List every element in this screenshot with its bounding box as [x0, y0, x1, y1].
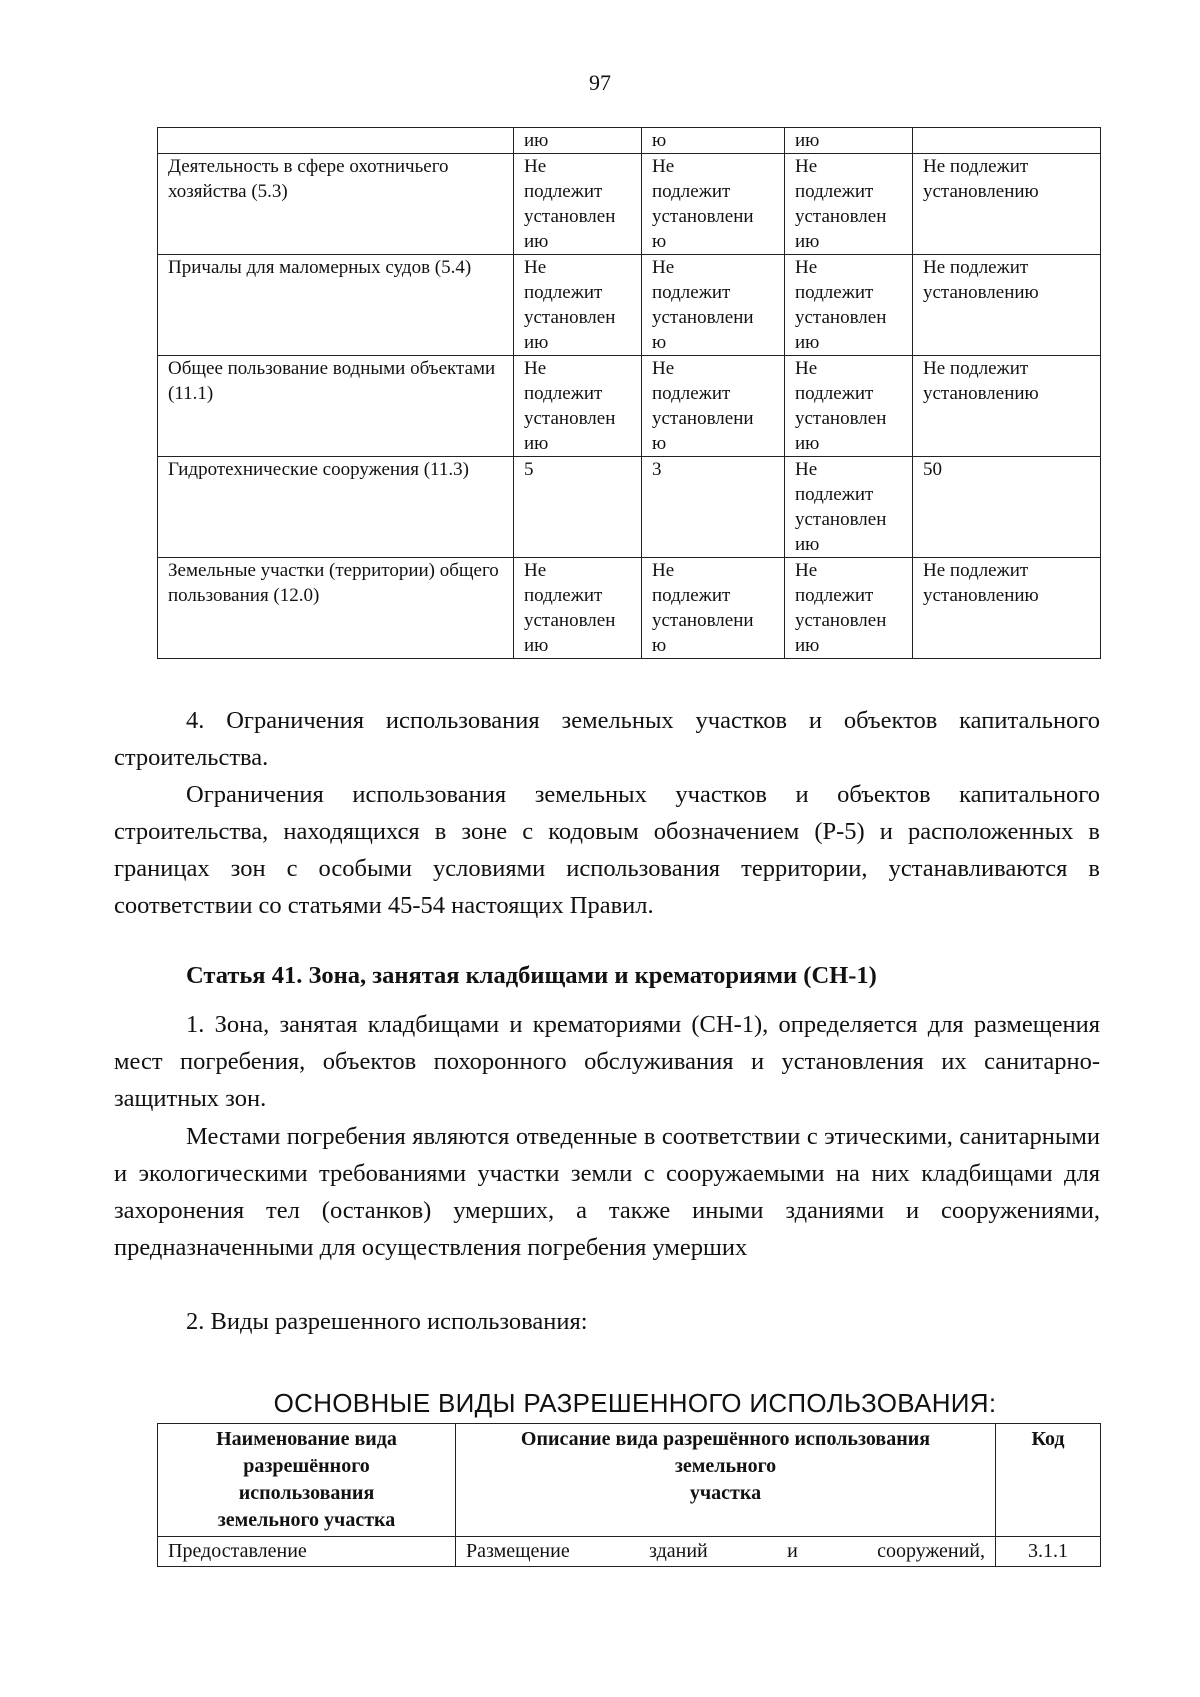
cell-value: Не подлежит установлен ию	[785, 356, 913, 457]
header-code: Код	[996, 1424, 1101, 1537]
table-row	[158, 457, 1101, 558]
paragraph-zone-purpose: 1. Зона, занятая кладбищами и крематориями (СН-1), определяется для размещения мест погребения, объектов похоронного обслуживания и установления их санитарно-защитных зон.	[114, 1011, 1100, 1112]
desc-word: и	[787, 1540, 798, 1562]
cell-use-name	[158, 128, 514, 154]
cell-value: Не подлежит установлению	[913, 255, 1101, 356]
cell-value: ию	[514, 128, 642, 154]
cell-value: ю	[642, 128, 785, 154]
cell-use-name: Общее пользование водными объектами (11.1)	[158, 356, 514, 457]
cell-value: Не подлежит установлению	[913, 356, 1101, 457]
cell-value: 3	[642, 457, 785, 558]
cell-value: ию	[785, 128, 913, 154]
cell-value: 5	[514, 457, 642, 558]
table-row	[158, 558, 1101, 659]
cell-value: Не подлежит установлени ю	[642, 558, 785, 659]
cell-use-name: Гидротехнические сооружения (11.3)	[158, 457, 514, 558]
header-description: Описание вида разрешённого использования земельного участка	[456, 1424, 996, 1537]
desc-word: сооружений,	[877, 1540, 985, 1562]
table-row	[158, 356, 1101, 457]
cell-value: Не подлежит установлен ию	[785, 255, 913, 356]
desc-word: Размещение	[466, 1540, 570, 1562]
cell-use-name: Земельные участки (территории) общего пользования (12.0)	[158, 558, 514, 659]
cell-value: Не подлежит установлени ю	[642, 154, 785, 255]
cell-use-name: Деятельность в сфере охотничьего хозяйства (5.3)	[158, 154, 514, 255]
cell-value: 50	[913, 457, 1101, 558]
article-heading: Статья 41. Зона, занятая кладбищами и крематориями (СН-1)	[186, 962, 877, 989]
cell-use-name: Причалы для маломерных судов (5.4)	[158, 255, 514, 356]
cell-value: Не подлежит установлен ию	[785, 457, 913, 558]
table-caption: ОСНОВНЫЕ ВИДЫ РАЗРЕШЕННОГО ИСПОЛЬЗОВАНИЯ:	[273, 1388, 997, 1418]
paragraph-restrictions-title: 4. Ограничения использования земельных участков и объектов капитального строительства.	[114, 707, 1100, 771]
cell-value: Не подлежит установлен ию	[785, 558, 913, 659]
cell-value: Не подлежит установлен ию	[514, 255, 642, 356]
header-name: Наименование вида разрешённого использования земельного участка	[158, 1424, 456, 1537]
table-row	[158, 154, 1101, 255]
cell-value: Не подлежит установлению	[913, 558, 1101, 659]
paragraph-restrictions-body: Ограничения использования земельных участков и объектов капитального строительства, находящихся в зоне с кодовым обозначением (Р-5) и расположенных в границах зон с особыми условиями использования территории, устанавливаются в соответствии со статьями 45-54 настоящих Правил.	[114, 781, 1100, 919]
desc-word: зданий	[649, 1540, 708, 1562]
cell-description	[456, 1537, 996, 1567]
cell-value	[913, 128, 1101, 154]
paragraph-burial-places: Местами погребения являются отведенные в соответствии с этическими, санитарными и экологическими требованиями участки земли с сооружаемыми на них кладбищами для захоронения тел (останков) умерших, а также иными зданиями и сооружениями, предназначенными для осуществления погребения умерших	[114, 1123, 1100, 1261]
paragraph-permitted-use: 2. Виды разрешенного использования:	[186, 1308, 588, 1335]
table-row	[158, 1537, 1101, 1567]
table-row	[158, 128, 1101, 154]
cell-value: Не подлежит установлени ю	[642, 255, 785, 356]
cell-value: Не подлежит установлен ию	[785, 154, 913, 255]
table-row	[158, 255, 1101, 356]
cell-value: Не подлежит установлен ию	[514, 558, 642, 659]
limits-table	[157, 127, 1101, 659]
page-number: 97	[589, 70, 611, 95]
cell-value: Не подлежит установлени ю	[642, 356, 785, 457]
cell-value: Не подлежит установлен ию	[514, 154, 642, 255]
cell-value: Не подлежит установлен ию	[514, 356, 642, 457]
cell-name: Предоставление	[158, 1537, 456, 1567]
cell-code: 3.1.1	[996, 1537, 1101, 1567]
cell-value: Не подлежит установлению	[913, 154, 1101, 255]
permitted-use-table	[157, 1423, 1101, 1567]
table-header-row	[158, 1424, 1101, 1537]
